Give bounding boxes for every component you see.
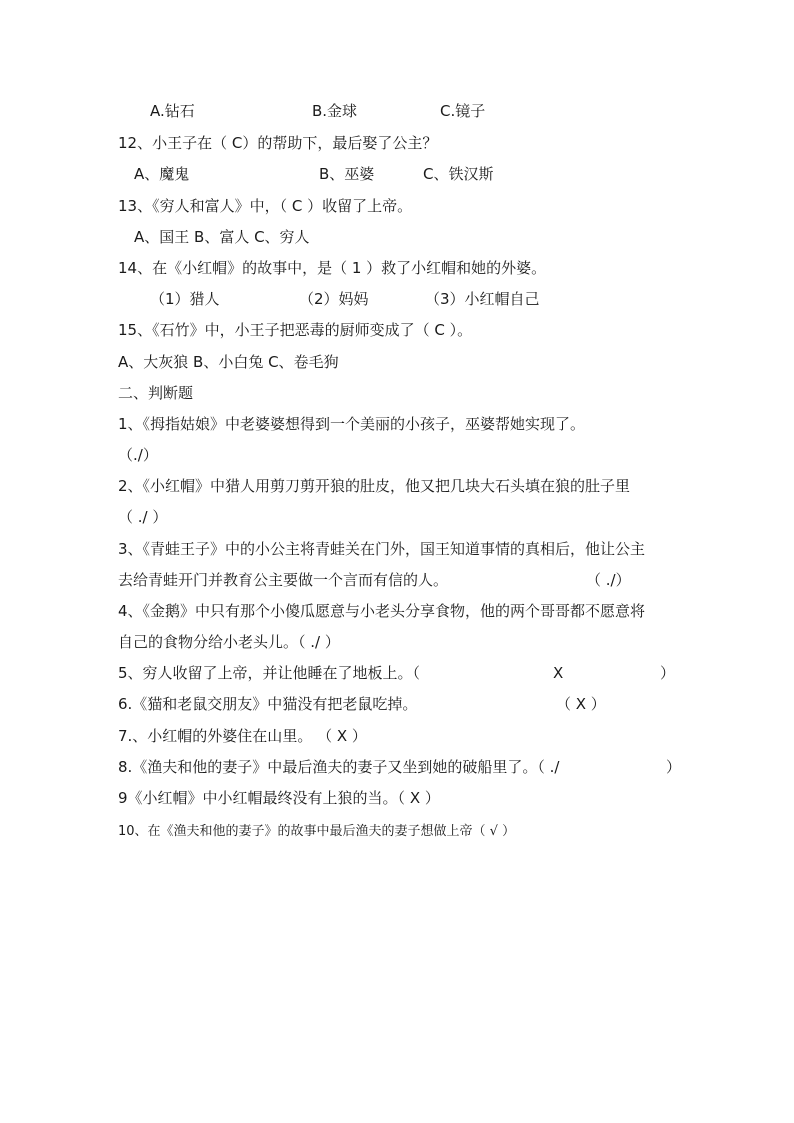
- q11-option-a: A.钻石: [150, 102, 195, 120]
- judge-5-close: ）: [660, 664, 676, 682]
- judge-10-text: 10、在《渔夫和他的妻子》的故事中最后渔夫的妻子想做上帝（ √ ）: [118, 824, 516, 839]
- q14-option-2: （2）妈妈: [299, 290, 369, 308]
- judge-4-line2: 自己的食物分给小老头儿。（ ./ ）: [118, 633, 340, 651]
- judge-6-answer: （ X ）: [556, 695, 606, 713]
- q13-options: A、国王 B、富人 C、穷人: [134, 228, 310, 246]
- q11-option-b: B.金球: [312, 102, 358, 120]
- q15-question: 15、《石竹》中，小王子把恶毒的厨师变成了（ C ）。: [118, 321, 473, 339]
- judge-3-line2: 去给青蛙开门并教育公主要做一个言而有信的人。: [118, 571, 449, 589]
- judge-8-text: 8.《渔夫和他的妻子》中最后渔夫的妻子又坐到她的破船里了。（ ./: [118, 758, 560, 776]
- judge-5-mark: X: [553, 664, 564, 682]
- q14-option-1: （1）猎人: [150, 290, 220, 308]
- q12-option-c: C、铁汉斯: [423, 165, 494, 183]
- judge-6-text: 6.《猫和老鼠交朋友》中猫没有把老鼠吃掉。: [118, 695, 418, 713]
- q11-option-c: C.镜子: [440, 102, 486, 120]
- judge-4-line1: 4、《金鹅》中只有那个小傻瓜愿意与小老头分享食物，他的两个哥哥都不愿意将: [118, 602, 646, 620]
- q12-option-a: A、魔鬼: [134, 165, 190, 183]
- q14-question: 14、在《小红帽》的故事中，是（ 1 ）救了小红帽和她的外婆。: [118, 259, 547, 277]
- judge-1-answer: （./）: [118, 446, 158, 464]
- q12-question: 12、小王子在（ C）的帮助下，最后娶了公主？: [118, 134, 438, 152]
- judge-2-line1: 2、《小红帽》中猎人用剪刀剪开狼的肚皮，他又把几块大石头填在狼的肚子里: [118, 477, 631, 495]
- q14-option-3: （3）小红帽自己: [425, 290, 540, 308]
- section-title: 二、判断题: [118, 384, 194, 402]
- judge-5-text: 5、穷人收留了上帝，并让他睡在了地板上。（: [118, 664, 421, 682]
- judge-9-text: 9《小红帽》中小红帽最终没有上狼的当。（ X ）: [118, 789, 440, 807]
- judge-3-line1: 3、《青蛙王子》中的小公主将青蛙关在门外，国王知道事情的真相后，他让公主: [118, 540, 646, 558]
- judge-8-close: ）: [666, 758, 682, 776]
- judge-2-answer: （ ./ ）: [118, 508, 168, 526]
- q15-options: A、大灰狼 B、小白兔 C、卷毛狗: [118, 353, 339, 371]
- q12-option-b: B、巫婆: [319, 165, 375, 183]
- judge-3-answer: （ ./）: [586, 571, 631, 589]
- q13-question: 13、《穷人和富人》中，（ C ）收留了上帝。: [118, 197, 413, 215]
- judge-1-line1: 1、《拇指姑娘》中老婆婆想得到一个美丽的小孩子，巫婆帮她实现了。: [118, 415, 586, 433]
- judge-7-text: 7.、小红帽的外婆住在山里。 （ X ）: [118, 727, 367, 745]
